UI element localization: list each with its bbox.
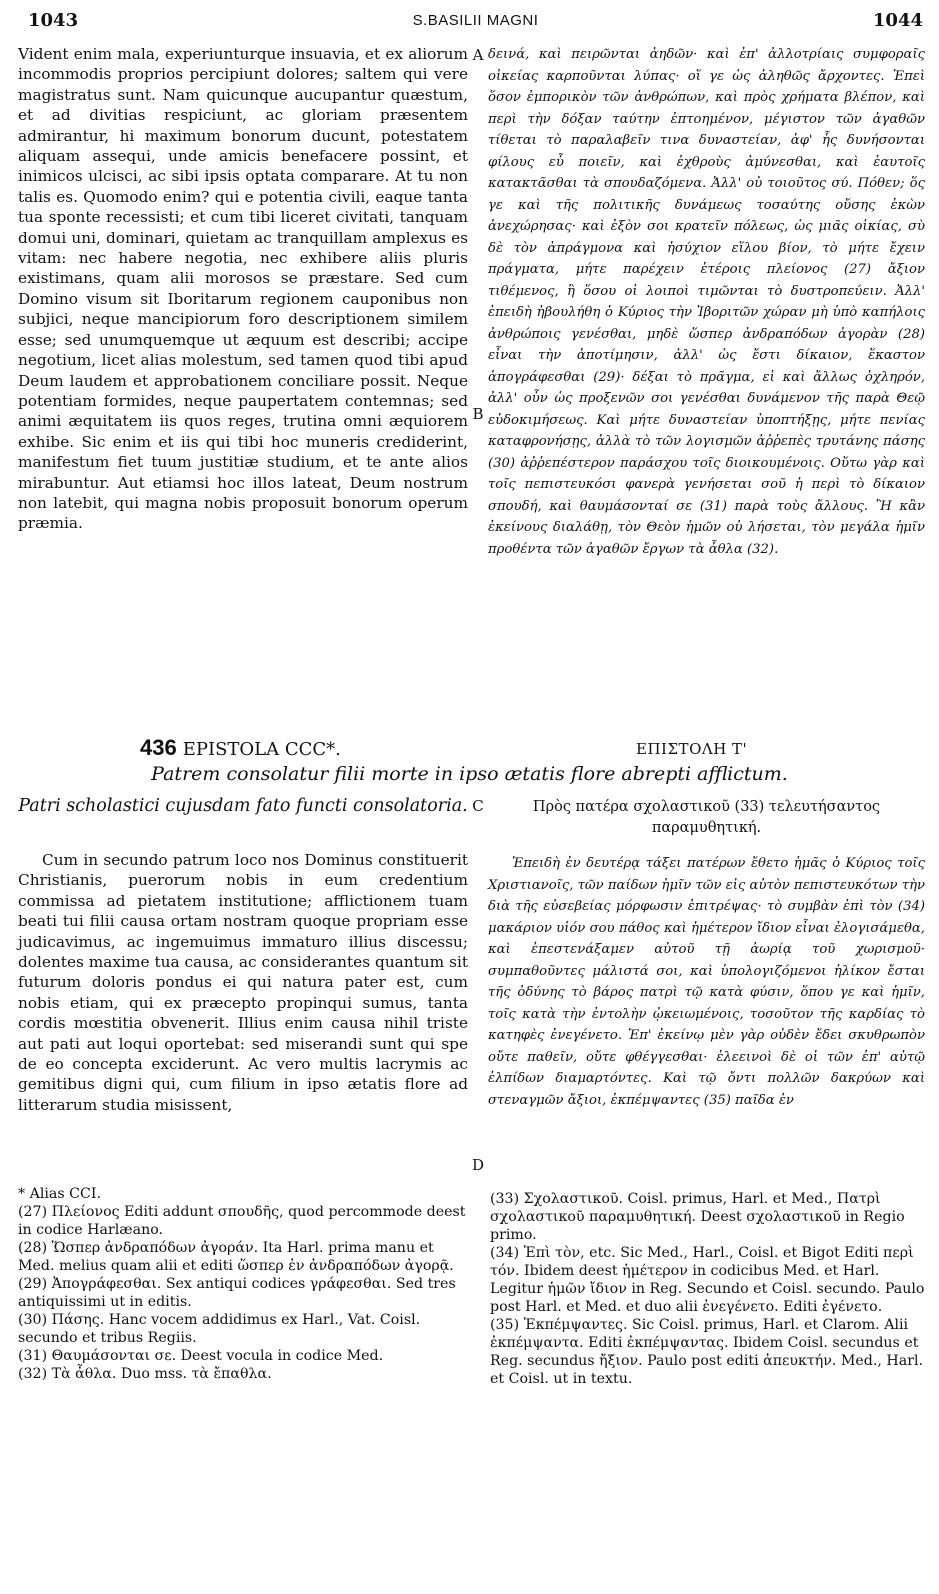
footnote: * Alias CCI. bbox=[18, 1186, 101, 1202]
latin-column-top bbox=[18, 44, 468, 534]
left-page-number: 1043 bbox=[28, 10, 79, 31]
footnote: (33) Σχολαστικοῦ. Coisl. primus, Harl. et Med., Πατρὶ σχολαστικοῦ παραμυθητική. Deest σχολαστικοῦ in Regio primo. bbox=[490, 1191, 905, 1243]
footnotes-right bbox=[490, 1190, 925, 1388]
section-marker-b: B bbox=[472, 405, 484, 423]
epistle-subtitle-greek: Πρὸς πατέρα σχολαστικοῦ (33) τελευτήσαντος παραμυθητική. bbox=[532, 799, 881, 836]
right-page-number: 1044 bbox=[872, 10, 923, 31]
greek-column-body bbox=[488, 853, 925, 1111]
latin-column-body bbox=[18, 850, 468, 1115]
epistle-title-greek: ΕΠΙΣΤΟΛΗ Τ' bbox=[636, 740, 748, 758]
footnote: (29) Ἀπογράφεσθαι. Sex antiqui codices γράφεσθαι. Sed tres antiquissimi ut in editis. bbox=[18, 1276, 456, 1310]
greek-paragraph-continuation: δεινά, καὶ πειρῶνται ἀηδῶν· καὶ ἐπ' ἀλλοτρίαις συμφοραῖς οἰκείας καρποῦνται λύπας· οἵ γε ὡς ἀληθῶς ἄρχοντες. Ἐπεὶ ὅσον ἐμπορικὸν τῶν ἀνθρώπων, καὶ πρὸς χρήματα βλέπον, καὶ περὶ τὴν δόξαν ταύτην ἐπτοημένον, μέγιστον τῶν ἀγαθῶν τίθεται τὸ παραλαβεῖν τινα δυναστείαν, ἀφ' ἧς δυνήσονται φίλους εὖ ποιεῖν, καὶ ἐχθροὺς ἀμύνεσθαι, καὶ ἑαυτοῖς κατακτᾶσθαι τὰ σπουδαζόμενα. Ἀλλ' οὐ τοιοῦτος σύ. Πόθεν; ὅς γε καὶ τῆς πολιτικῆς δυνάμεως τοσαύτης οὔσης ἑκὼν ἀνεχώρησας· καὶ ἐξὸν σοι κρατεῖν πόλεως, ὡς μιᾶς οἰκίας, σὺ δὲ τὸν ἀπράγμονα καὶ ἡσύχιον εἵλου βίον, τὸ μήτε ἔχειν πράγματα, μήτε παρέχειν ἑτέροις πλείονος (27) ἄξιον τιθέμενος, ἢ ὅσου οἱ λοιποὶ τιμῶνται τὸ δυστροπεύειν. Ἀλλ' ἐπειδὴ ἠβουλήθη ὁ Κύριος τὴν Ἰβοριτῶν χώραν μὴ ὑπὸ καπήλοις ἀνθρώποις γενέσθαι, μηδὲ ὥσπερ ἀνδραπόδων ἀγορὰν (28) εἶναι τὴν ἀποτίμησιν, ἀλλ' ὡς ἔστι δίκαιον, ἕκαστον ἀπογράφεσθαι (29)· δέξαι τὸ πρᾶγμα, εἰ καὶ ἄλλως ὀχληρόν, ἀλλ' οὖν ὡς προξενῶν σοι γενέσθαι δυνάμενον τῆς παρὰ Θεῷ εὐδοκιμήσεως. Καὶ μήτε δυναστείαν ὑποπτήξῃς, μήτε πενίας καταφρονήσῃς, ἀλλὰ τὸ τῶν λογισμῶν ἀῤῥεπὲς τρυτάνης πάσης (30) ἀῤῥεπέστερον παράσχου τοῖς διοικουμένοις. Οὕτω γὰρ καὶ τοῖς πεπιστευκόσι φανερὰ γενήσεται σοῦ ἡ περὶ τὸ δίκαιον σπουδή, καὶ θαυμάσονταί σε (31) παρὰ τοὺς ἄλλους. Ἢ κἂν ἐκείνους διαλάθῃ, τὸν Θεὸν ἡμῶν οὐ λήσεται, τὸν μεγάλα ἡμῖν προθέντα τῶν ἀγαθῶν ἔργων τὰ ἆθλα (32). bbox=[488, 47, 925, 557]
footnote: (31) Θαυμάσονται σε. Deest vocula in codice Med. bbox=[18, 1348, 384, 1364]
section-marker-d: D bbox=[471, 1156, 485, 1174]
latin-paragraph-continuation: Vident enim mala, experiunturque insuavia, et ex aliorum incommodis proprios percipiunt dolores; saltem qui vere magistratus sunt. Nam quicunque aucupantur quæstum, et ad divitias respiciunt, ac gloriam præsentem admirantur, hi maximum bonorum ducunt, potestatem aliquam assequi, unde amicis benefacere possint, et inimicos ulcisci, ac sibi ipsis optata comparare. At tu non talis es. Quomodo enim? qui e potentia civili, eaque tanta tua sponte recessisti; et cum tibi liceret civitati, tanquam domui uni, dominari, quietam ac tranquillam amplexus es vitam: nec habere negotia, nec exhibere aliis pluris existimans, quam alii morosos se præstare. Sed cum Domino visum sit Iboritarum regionem cauponibus non subjici, neque mancipiorum foro descriptionem similem esse; sed unumquemque ut æquum est describi; accipe negotium, licet alias molestum, sed tamen quod tibi apud Deum laudem et approbationem conciliare possit. Neque potentiam formides, neque paupertatem contemnas; sed animi æquitatem iis quos reges, trutina omni æquiorem exhibe. Sic enim et iis qui tibi hoc muneris crediderint, manifestum fiet tuum justitiæ studium, et te ante alios mirabuntur. Aut etiamsi hoc illos lateat, Deum nostrum non latebit, qui magna nobis proposuit bonorum operum præmia. bbox=[18, 45, 468, 533]
footnote: (27) Πλείονος Editi addunt σπουδῆς, quod percommode deest in codice Harlæano. bbox=[18, 1204, 466, 1238]
greek-epistle-text: Ἐπειδὴ ἐν δευτέρᾳ τάξει πατέρων ἔθετο ἡμᾶς ὁ Κύριος τοῖς Χριστιανοῖς, τῶν παίδων ἡμῖν τῶν εἰς αὐτὸν πεπιστευκότων τὴν διὰ τῆς εὐσεβείας μόρφωσιν ἐπιτρέψας· τὸ συμβὰν ἐπὶ τὸν (34) μακάριον υἱόν σου πάθος καὶ ἡμέτερον ἴδιον εἶναι ἐλογισάμεθα, καὶ ἐπεστενάξαμεν αὐτοῦ τῇ ἀωρίᾳ τοῦ χωρισμοῦ· συμπαθοῦντες μάλιστά σοι, καὶ ὑπολογιζόμενοι ἡλίκον ἔσται τῆς ὀδύνης τὸ βάρος πατρὶ τῷ κατὰ φύσιν, ὅπου γε καὶ ἡμῖν, τοῖς κατὰ τὴν ἐντολὴν ᾠκειωμένοις, τοσοῦτον τῆς καρδίας τὸ κατηφὲς ἐνεγένετο. Ἐπ' ἐκείνῳ μὲν γὰρ οὐδὲν ἔδει σκυθρωπὸν οὔτε παθεῖν, οὔτε φθέγγεσθαι· ἐλεεινοὶ δὲ οἱ τῶν ἐπ' αὐτῷ ἐλπίδων διαμαρτόντες. Καὶ τῷ ὄντι πολλῶν δακρύων καὶ στεναγμῶν ἄξιοι, ἐκπέμψαντες (35) παῖδα ἐν bbox=[488, 856, 925, 1108]
section-marker-a: A bbox=[472, 46, 484, 64]
footnote: (32) Τὰ ἆθλα. Duo mss. τὰ ἔπαθλα. bbox=[18, 1366, 272, 1382]
footnote: (35) Ἐκπέμψαντες. Sic Coisl. primus, Harl. et Clarom. Alii ἐκπέμψαντα. Editi ἐκπέμψαντας. Ibidem Coisl. secundus et Reg. secundus ἤξιον. Paulo post editi ἀπευκτήν. Med., Harl. et Coisl. ut in textu. bbox=[490, 1317, 924, 1387]
epistle-title-latin: EPISTOLA CCC*. bbox=[182, 739, 341, 760]
epistle-heading-latin bbox=[140, 735, 341, 761]
footnote: (34) Ἐπὶ τὸν, etc. Sic Med., Harl., Coisl. et Bigot Editi περὶ τόν. Ibidem deest ἡμέτερον in codicibus Med. et Harl. Legitur ἡμῶν ἴδιον in Reg. Secundo et Coisl. secundo. Paulo post Harl. et Med. et duo alii ἐνεγένετο. Editi ἐγένετο. bbox=[490, 1245, 925, 1315]
epistle-summary: Patrem consolatur filii morte in ipso ætatis flore abrepti afflictum. bbox=[151, 763, 788, 785]
epistle-number: 436 bbox=[140, 735, 177, 760]
footnote: (30) Πάσης. Hanc vocem addidimus ex Harl., Vat. Coisl. secundo et tribus Regiis. bbox=[18, 1312, 421, 1346]
running-title: S.BASILII MAGNI bbox=[412, 12, 539, 29]
footnotes-left bbox=[18, 1185, 468, 1383]
greek-column-top bbox=[488, 44, 925, 560]
latin-epistle-text: Cum in secundo patrum loco nos Dominus constituerit Christianis, puerorum nobis in eum credentium commissa ad pietatem institutione; afflictionem tuam beati tui filii causa ortam nostram quoque propriam esse judicavimus, ac ingemuimus immaturo illius discessu; dolentes maxime tua causa, ac considerantes quantum sit futurum doloris pondus ei qui natura pater est, cum nobis etiam, qui ex præcepto propinqui sumus, tanta cordis mœstitia obvenerit. Illius enim causa nihil triste aut pati aut loqui oportebat: sed miserandi sunt qui spe de eo concepta exciderunt. Ac vero multis lacrymis ac gemitibus digni qui, cum filium in ipso ætatis flore ad litterarum studia misissent, bbox=[18, 851, 468, 1114]
page-header bbox=[28, 10, 923, 34]
section-marker-c: C bbox=[472, 797, 484, 815]
epistle-subtitle-latin: Patri scholastici cujusdam fato functi consolatoria. bbox=[18, 796, 468, 816]
footnote: (28) Ὥσπερ ἀνδραπόδων ἀγοράν. Ita Harl. prima manu et Med. melius quam alii et editi ὥσπερ ἐν ἀνδραπόδων ἀγορᾷ. bbox=[18, 1240, 454, 1274]
